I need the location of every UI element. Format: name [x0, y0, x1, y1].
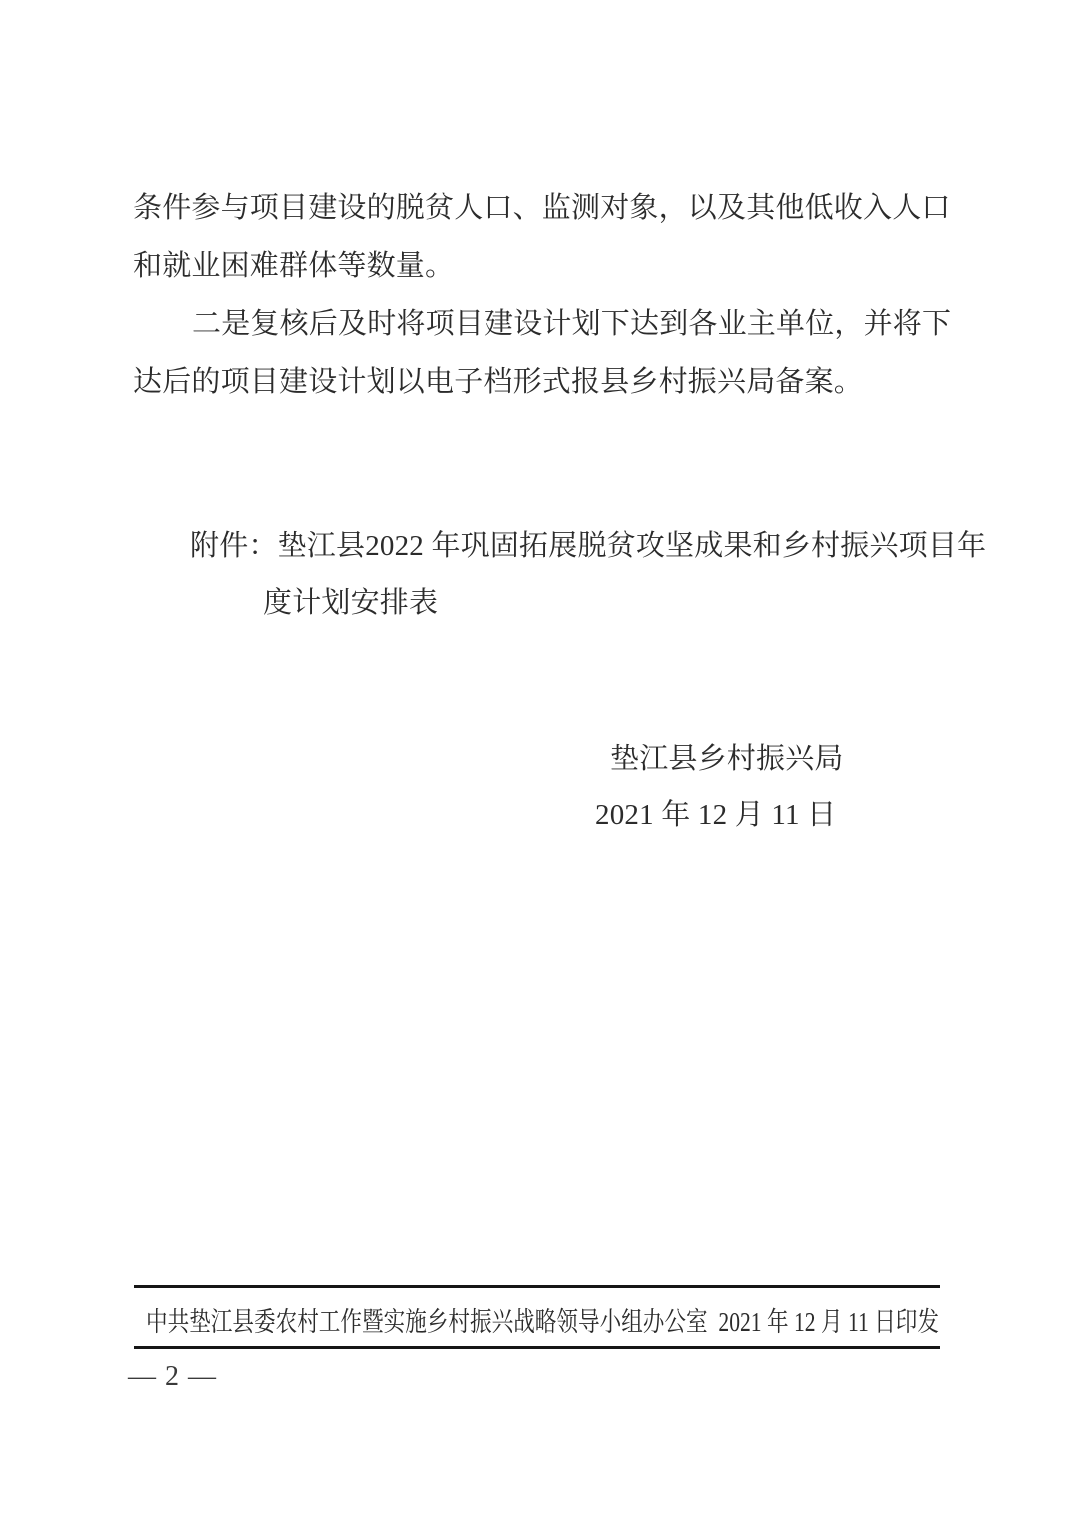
paragraph-2-line-1: 二是复核后及时将项目建设计划下达到各业主单位，并将下: [192, 308, 952, 340]
paragraph-1-line-1: 条件参与项目建设的脱贫人口、监测对象，以及其他低收入人口: [133, 192, 951, 224]
attachment-line-1: 附件：垫江县2022 年巩固拓展脱贫攻坚成果和乡村振兴项目年: [190, 530, 987, 562]
signature-organization: 垫江县乡村振兴局: [610, 743, 844, 775]
paragraph-2-line-2: 达后的项目建设计划以电子档形式报县乡村振兴局备案。: [133, 366, 864, 398]
footer-rule-top: [134, 1285, 940, 1288]
footer-issuer-line: 中共垫江县委农村工作暨实施乡村振兴战略领导小组办公室 2021 年 12 月 11 日印发: [146, 1307, 939, 1337]
footer-rule-bottom: [134, 1346, 940, 1349]
paragraph-1-line-2: 和就业困难群体等数量。: [133, 250, 455, 282]
attachment-line-2: 度计划安排表: [263, 587, 439, 619]
signature-date: 2021 年 12 月 11 日: [595, 799, 837, 831]
page-number: — 2 —: [128, 1361, 217, 1392]
